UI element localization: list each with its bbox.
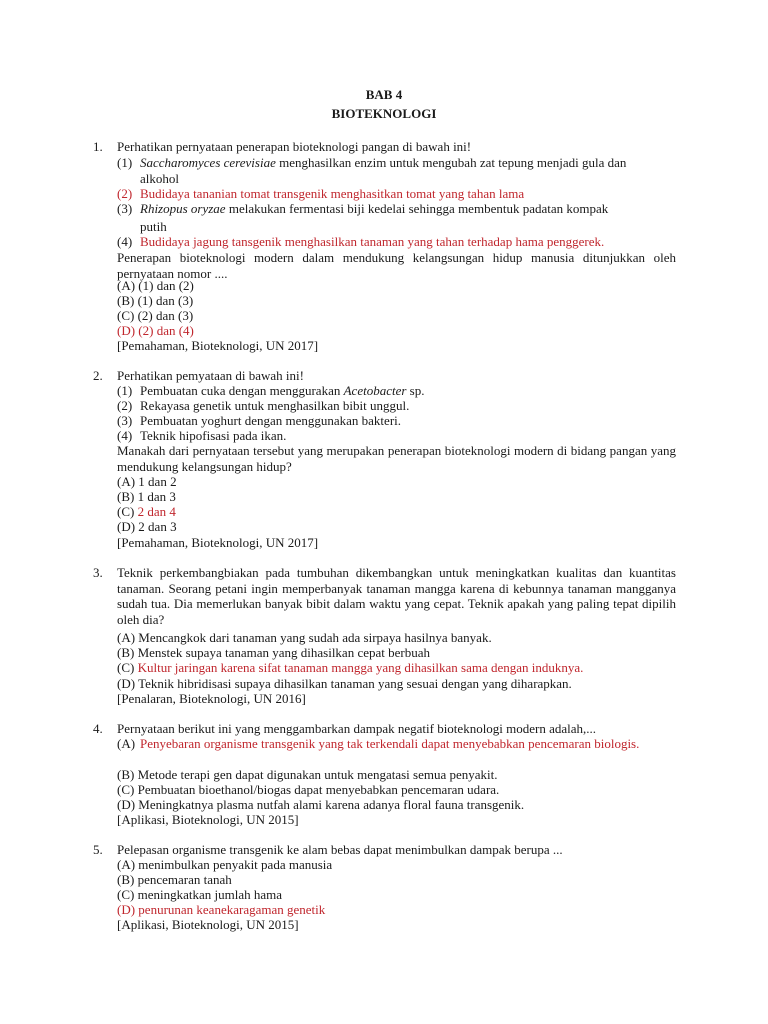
option-d-correct: (D) (2) dan (4) — [117, 323, 194, 338]
statement-item — [117, 234, 676, 250]
statement-continuation: alkohol — [140, 171, 179, 186]
statement-italic: Rhizopus oryzae — [140, 201, 226, 216]
statement-item: (3) Pembuatan yoghurt dengan menggunakan bakteri. — [117, 413, 402, 428]
statement-item — [117, 155, 676, 171]
option-d: (D) 2 dan 3 — [117, 519, 177, 534]
question-number: 2. — [93, 368, 103, 383]
option-a: (A) Mencangkok dari tanaman yang sudah ada sirpaya hasilnya banyak. — [117, 630, 492, 645]
statement-label: (1) — [117, 155, 133, 170]
question-source: [Penalaran, Bioteknologi, UN 2016] — [117, 691, 306, 706]
option-d: (D) Teknik hibridisasi supaya dihasilkan tanaman yang sesuai dengan yang diharapkan. — [117, 676, 572, 691]
question-source: [Aplikasi, Bioteknologi, UN 2015] — [117, 812, 299, 827]
option-c: (C) Pembuatan bioethanol/biogas dapat menyebabkan pencemaran udara. — [117, 782, 500, 797]
question-number: 3. — [93, 565, 103, 580]
question-source: [Pemahaman, Bioteknologi, UN 2017] — [117, 535, 319, 550]
question-source: [Aplikasi, Bioteknologi, UN 2015] — [117, 917, 299, 932]
page-title: BIOTEKNOLOGI — [331, 106, 437, 121]
statement-text: melakukan fermentasi biji kedelai sehingga membentuk padatan kompak — [225, 201, 609, 216]
option-c: (C) (2) dan (3) — [117, 308, 194, 323]
question-number: 1. — [93, 139, 103, 154]
statement-item: (4) Teknik hipofisasi pada ikan. — [117, 428, 287, 443]
question-prompt: Penerapan bioteknologi modern dalam mendukung kelangsungan hidup manusia ditunjukkan oleh pernyataan nomor .... — [117, 250, 676, 281]
option-a-text: Penyebaran organisme transgenik yang tak terkendali dapat menyebabkan pencemaran biologis. — [140, 736, 640, 751]
option-c: (C) meningkatkan jumlah hama — [117, 887, 282, 902]
option-b: (B) Menstek supaya tanaman yang dihasilkan cepat berbuah — [117, 645, 430, 660]
chapter-label: BAB 4 — [365, 87, 403, 102]
statement-item — [117, 186, 676, 202]
question-stem: Pelepasan organisme transgenik ke alam bebas dapat menimbulkan dampak berupa ... — [117, 842, 563, 857]
option-b: (B) 1 dan 3 — [117, 489, 176, 504]
question-source: [Pemahaman, Bioteknologi, UN 2017] — [117, 338, 319, 353]
question-stem: Teknik perkembangbiakan pada tumbuhan dikembangkan untuk meningkatkan kualitas dan kuantitas tanaman. Seorang petani ingin memperbanyak tanaman mangga karena di kebunnya tanaman mangganya sudah tua. Dia memerlukan banyak bibit dalam waktu yang cepat. Teknik apakah yang paling tepat dipilih oleh dia? — [117, 565, 676, 627]
statement-item: (2) Rekayasa genetik untuk menghasilkan bibit unggul. — [117, 398, 410, 413]
statement-item — [117, 201, 676, 217]
question-prompt: Manakah dari pernyataan tersebut yang merupakan penerapan bioteknologi modern di bidang pangan yang mendukung kelangsungan hidup? — [117, 443, 676, 474]
question-stem: Pernyataan berikut ini yang menggambarkan dampak negatif bioteknologi modern adalah,... — [117, 721, 597, 736]
option-a: (A) (1) dan (2) — [117, 278, 194, 293]
option-d: (D) Meningkatnya plasma nutfah alami karena adanya floral fauna transgenik. — [117, 797, 525, 812]
question-stem: Perhatikan pemyataan di bawah ini! — [117, 368, 304, 383]
option-a: (A) 1 dan 2 — [117, 474, 177, 489]
statement-label: (4) — [117, 234, 133, 249]
statement-text: Budidaya jagung tansgenik menghasilkan tanaman yang tahan terhadap hama penggerek. — [140, 234, 605, 249]
option-c-correct: (C) Kultur jaringan karena sifat tanaman mangga yang dihasilkan sama dengan induknya. — [117, 660, 584, 675]
option-a: (A) menimbulkan penyakit pada manusia — [117, 857, 333, 872]
statement-item: (1) Pembuatan cuka dengan menggurakan Acetobacter sp. — [117, 383, 425, 398]
option-b: (B) (1) dan (3) — [117, 293, 194, 308]
option-a-correct: (A) — [117, 736, 136, 751]
option-d-correct: (D) penurunan keanekaragaman genetik — [117, 902, 326, 917]
option-c-correct: (C) 2 dan 4 — [117, 504, 176, 519]
question-number: 5. — [93, 842, 103, 857]
statement-continuation: putih — [140, 219, 167, 234]
option-b: (B) pencemaran tanah — [117, 872, 232, 887]
question-stem: Perhatikan pernyataan penerapan bioteknologi pangan di bawah ini! — [117, 139, 472, 154]
statement-label: (3) — [117, 201, 133, 216]
statement-text: Budidaya tananian tomat transgenik menghasitkan tomat yang tahan lama — [140, 186, 525, 201]
statement-label: (2) — [117, 186, 133, 201]
option-b: (B) Metode terapi gen dapat digunakan untuk mengatasi semua penyakit. — [117, 767, 498, 782]
statement-italic: Saccharomyces cerevisiae — [140, 155, 276, 170]
question-number: 4. — [93, 721, 103, 736]
statement-text: menghasilkan enzim untuk mengubah zat tepung menjadi gula dan — [275, 155, 627, 170]
